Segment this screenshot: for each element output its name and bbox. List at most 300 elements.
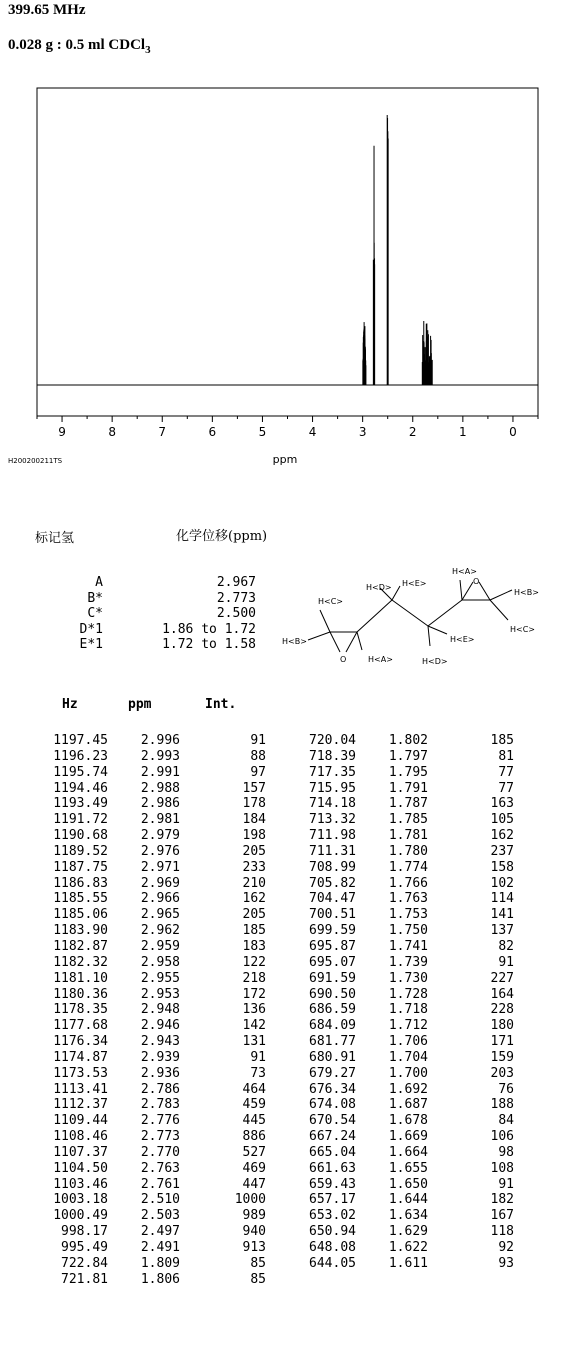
ppm-cell: 2.959: [140, 938, 180, 954]
hz-cell: 657.17: [309, 1192, 356, 1208]
int-cell: 228: [490, 1002, 514, 1018]
ppm-cell: 2.503: [140, 1208, 180, 1224]
h-label-d-bottom: H<D>: [422, 657, 448, 666]
peak-row: [40, 1177, 280, 1193]
peak-row: [40, 1145, 280, 1161]
hz-cell: 665.04: [309, 1144, 356, 1160]
int-cell: 227: [490, 970, 514, 986]
int-cell: 459: [242, 1097, 266, 1113]
peak-row: [40, 1113, 280, 1129]
peak-row: [288, 1161, 528, 1177]
peak-row: [288, 1097, 528, 1113]
ppm-cell: 1.655: [388, 1160, 428, 1176]
hz-cell: 1191.72: [53, 812, 108, 828]
h-label-d-top: H<D>: [366, 583, 392, 592]
h-label-b-left: H<B>: [282, 637, 307, 646]
hz-cell: 998.17: [61, 1224, 108, 1240]
int-cell: 91: [498, 954, 514, 970]
int-cell: 171: [490, 1034, 514, 1050]
int-cell: 886: [242, 1129, 266, 1145]
int-cell: 137: [490, 923, 514, 939]
peak-row: [40, 1129, 280, 1145]
ppm-cell: 1.739: [388, 954, 428, 970]
ppm-cell: 1.774: [388, 859, 428, 875]
int-cell: 469: [242, 1160, 266, 1176]
int-cell: 108: [490, 1160, 514, 1176]
int-cell: 447: [242, 1176, 266, 1192]
int-cell: 185: [490, 733, 514, 748]
ppm-cell: 1.750: [388, 923, 428, 939]
int-cell: 73: [250, 1065, 266, 1081]
hz-cell: 1112.37: [53, 1097, 108, 1113]
int-cell: 97: [250, 764, 266, 780]
ppm-cell: 2.773: [140, 1129, 180, 1145]
peak-row: [40, 844, 280, 860]
hz-cell: 695.07: [309, 954, 356, 970]
int-cell: 180: [490, 1018, 514, 1034]
peak-row: [288, 1145, 528, 1161]
int-cell: 136: [242, 1002, 266, 1018]
int-cell: 82: [498, 938, 514, 954]
ppm-cell: 1.795: [388, 764, 428, 780]
int-cell: 1000: [234, 1192, 266, 1208]
int-cell: 162: [490, 828, 514, 844]
peak-row: [288, 907, 528, 923]
h-label-e-right: H<E>: [450, 635, 475, 644]
int-cell: 85: [250, 1255, 266, 1271]
ppm-cell: 1.753: [388, 907, 428, 923]
assignment-shift: 2.773: [216, 590, 256, 606]
int-cell: 184: [242, 812, 266, 828]
x-tick-label: 7: [158, 425, 167, 439]
ppm-cell: 2.979: [140, 828, 180, 844]
int-cell: 182: [490, 1192, 514, 1208]
ppm-cell: 2.993: [140, 748, 180, 764]
peak-row: [288, 828, 528, 844]
peak-row: [40, 907, 280, 923]
peak-row: [288, 1129, 528, 1145]
peak-row: [40, 939, 280, 955]
int-cell: 85: [250, 1271, 266, 1287]
hz-cell: 1000.49: [53, 1208, 108, 1224]
peak-row: [288, 1177, 528, 1193]
assignment-shift: 2.500: [216, 606, 256, 621]
peak-row: [288, 1192, 528, 1208]
assignment-label: A: [95, 575, 103, 590]
peak-row: [40, 923, 280, 939]
int-cell: 77: [498, 764, 514, 780]
peak-row: [40, 1066, 280, 1082]
int-cell: 158: [490, 859, 514, 875]
assignment-row: [38, 575, 268, 591]
hz-cell: 1176.34: [53, 1034, 108, 1050]
frequency-label: 399.65 MHz: [8, 2, 86, 18]
int-header: Int.: [205, 697, 237, 712]
hz-cell: 1174.87: [53, 1049, 108, 1065]
peak-row: [40, 1161, 280, 1177]
ppm-cell: 2.770: [140, 1144, 180, 1160]
ppm-cell: 1.781: [388, 828, 428, 844]
h-label-a-left: H<A>: [368, 655, 393, 664]
sample-subscript: 3: [145, 44, 151, 56]
int-cell: 142: [242, 1018, 266, 1034]
int-cell: 445: [242, 1113, 266, 1129]
ppm-cell: 1.692: [388, 1081, 428, 1097]
peak-row: [288, 812, 528, 828]
peak-table-right: [288, 733, 528, 1272]
ppm-cell: 2.783: [140, 1097, 180, 1113]
peak-row: [40, 860, 280, 876]
int-cell: 162: [242, 891, 266, 907]
h-label-e-top: H<E>: [402, 579, 427, 588]
peak-row: [40, 1256, 280, 1272]
assignment-shift: 2.967: [216, 575, 256, 590]
hz-cell: 721.81: [61, 1271, 108, 1287]
spectrum-id: H200200211TS: [8, 457, 63, 465]
int-cell: 233: [242, 859, 266, 875]
int-cell: 114: [490, 891, 514, 907]
peak-row: [288, 796, 528, 812]
int-cell: 98: [498, 1144, 514, 1160]
assignment-label: B*: [87, 590, 103, 606]
ppm-cell: 2.763: [140, 1160, 180, 1176]
hz-cell: 1194.46: [53, 780, 108, 796]
int-cell: 464: [242, 1081, 266, 1097]
hz-cell: 1186.83: [53, 875, 108, 891]
peak-row: [288, 955, 528, 971]
assignment-table: [38, 575, 268, 653]
peak-row: [40, 765, 280, 781]
assignment-label: D*1: [79, 621, 103, 637]
hz-cell: 650.94: [309, 1224, 356, 1240]
hz-cell: 1109.44: [53, 1113, 108, 1129]
int-cell: 185: [242, 923, 266, 939]
nmr-spectrum: [0, 80, 570, 480]
int-cell: 105: [490, 812, 514, 828]
ppm-cell: 2.948: [140, 1002, 180, 1018]
ppm-cell: 1.664: [388, 1144, 428, 1160]
ppm-cell: 1.650: [388, 1176, 428, 1192]
assignment-shift: 1.86 to 1.72: [162, 621, 256, 637]
hz-cell: 1103.46: [53, 1176, 108, 1192]
x-tick-label: 6: [208, 425, 217, 439]
int-cell: 205: [242, 907, 266, 923]
hz-cell: 699.59: [309, 923, 356, 939]
int-cell: 157: [242, 780, 266, 796]
ppm-cell: 1.741: [388, 938, 428, 954]
int-cell: 203: [490, 1065, 514, 1081]
hz-cell: 722.84: [61, 1255, 108, 1271]
ppm-cell: 1.611: [388, 1255, 428, 1271]
hz-cell: 711.31: [309, 843, 356, 859]
ppm-cell: 1.728: [388, 986, 428, 1002]
int-cell: 163: [490, 796, 514, 812]
hz-cell: 713.32: [309, 812, 356, 828]
int-cell: 989: [242, 1208, 266, 1224]
hz-cell: 684.09: [309, 1018, 356, 1034]
assignment-label: E*1: [79, 637, 103, 652]
peak-row: [288, 876, 528, 892]
int-cell: 91: [498, 1176, 514, 1192]
hz-cell: 1185.06: [53, 907, 108, 923]
x-tick-label: 2: [408, 425, 417, 439]
ppm-cell: 2.776: [140, 1113, 180, 1129]
hz-cell: 1104.50: [53, 1160, 108, 1176]
ppm-cell: 1.718: [388, 1002, 428, 1018]
hz-header: Hz: [62, 697, 78, 712]
assignment-row: [38, 606, 268, 622]
peaks-group: [363, 115, 432, 385]
int-cell: 81: [498, 748, 514, 764]
hz-cell: 715.95: [309, 780, 356, 796]
x-tick-label: 1: [459, 425, 467, 439]
hz-cell: 717.35: [309, 764, 356, 780]
ppm-cell: 2.958: [140, 954, 180, 970]
peak-row: [288, 749, 528, 765]
hz-cell: 648.08: [309, 1240, 356, 1255]
peak-row: [40, 1208, 280, 1224]
ppm-cell: 2.510: [140, 1192, 180, 1208]
x-tick-label: 8: [108, 425, 116, 439]
assignment-row: [38, 637, 268, 653]
h-label-c-right: H<C>: [510, 625, 536, 634]
ppm-cell: 1.780: [388, 843, 428, 859]
ppm-cell: 2.988: [140, 780, 180, 796]
hz-cell: 653.02: [309, 1208, 356, 1224]
hz-cell: 995.49: [61, 1240, 108, 1255]
ppm-cell: 2.986: [140, 796, 180, 812]
ppm-cell: 2.981: [140, 812, 180, 828]
peak-row: [288, 1018, 528, 1034]
assignment-row: [38, 622, 268, 638]
peak-row: [288, 971, 528, 987]
hz-cell: 700.51: [309, 907, 356, 923]
ppm-cell: 1.700: [388, 1065, 428, 1081]
hz-cell: 690.50: [309, 986, 356, 1002]
peak-row: [288, 923, 528, 939]
ppm-cell: 1.791: [388, 780, 428, 796]
ppm-cell: 1.704: [388, 1049, 428, 1065]
ppm-cell: 1.629: [388, 1224, 428, 1240]
peak-row: [288, 733, 528, 749]
hz-cell: 644.05: [309, 1255, 356, 1271]
assignment-label-header: 标记氢: [35, 531, 75, 546]
int-cell: 210: [242, 875, 266, 891]
ppm-cell: 1.766: [388, 875, 428, 891]
peak-row: [40, 796, 280, 812]
int-cell: 77: [498, 780, 514, 796]
peak-row: [288, 781, 528, 797]
peak-row: [40, 891, 280, 907]
hz-cell: 720.04: [309, 733, 356, 748]
ppm-cell: 1.634: [388, 1208, 428, 1224]
int-cell: 93: [498, 1255, 514, 1271]
peak-row: [288, 844, 528, 860]
hz-cell: 667.24: [309, 1129, 356, 1145]
ppm-cell: 1.706: [388, 1034, 428, 1050]
ppm-cell: 1.802: [388, 733, 428, 748]
h-label-b-right: H<B>: [514, 588, 539, 597]
h-label-c-left: H<C>: [318, 597, 344, 606]
assignment-shift-header: 化学位移(ppm): [176, 529, 268, 544]
int-cell: 167: [490, 1208, 514, 1224]
peak-row: [288, 765, 528, 781]
peak-row: [40, 1034, 280, 1050]
peak-row: [40, 1097, 280, 1113]
x-tick-label: 4: [308, 425, 317, 439]
ppm-cell: 2.965: [140, 907, 180, 923]
ppm-cell: 1.785: [388, 812, 428, 828]
x-axis-ticks: [37, 416, 538, 439]
peak-row: [288, 987, 528, 1003]
ppm-cell: 1.687: [388, 1097, 428, 1113]
sample-text: 0.028 g : 0.5 ml CDCl: [8, 37, 146, 53]
peak-row: [288, 1256, 528, 1272]
int-cell: 92: [498, 1240, 514, 1255]
hz-cell: 1195.74: [53, 764, 108, 780]
int-cell: 178: [242, 796, 266, 812]
ppm-cell: 2.969: [140, 875, 180, 891]
int-cell: 183: [242, 938, 266, 954]
hz-cell: 680.91: [309, 1049, 356, 1065]
hz-cell: 718.39: [309, 748, 356, 764]
int-cell: 131: [242, 1034, 266, 1050]
hz-cell: 1183.90: [53, 923, 108, 939]
int-cell: 102: [490, 875, 514, 891]
peak-row: [40, 733, 280, 749]
hz-cell: 1003.18: [53, 1192, 108, 1208]
peak-row: [40, 971, 280, 987]
hz-cell: 1197.45: [53, 733, 108, 748]
ppm-cell: 1.806: [140, 1271, 180, 1287]
x-axis-label: ppm: [272, 453, 298, 466]
sample-label: [8, 37, 151, 56]
int-cell: 913: [242, 1240, 266, 1255]
peak-row: [40, 955, 280, 971]
ppm-cell: 2.955: [140, 970, 180, 986]
hz-cell: 674.08: [309, 1097, 356, 1113]
peak-row: [288, 860, 528, 876]
int-cell: 218: [242, 970, 266, 986]
x-tick-label: 3: [358, 425, 367, 439]
int-cell: 106: [490, 1129, 514, 1145]
peak-row: [40, 828, 280, 844]
ppm-cell: 2.939: [140, 1049, 180, 1065]
ppm-cell: 2.497: [140, 1224, 180, 1240]
hz-cell: 708.99: [309, 859, 356, 875]
oxygen-right: O: [473, 577, 480, 586]
int-cell: 91: [250, 733, 266, 748]
peak-row: [40, 876, 280, 892]
peak-row: [288, 891, 528, 907]
peak-row: [288, 1208, 528, 1224]
hz-cell: 676.34: [309, 1081, 356, 1097]
hz-cell: 704.47: [309, 891, 356, 907]
hz-cell: 691.59: [309, 970, 356, 986]
peak-row: [288, 1002, 528, 1018]
int-cell: 188: [490, 1097, 514, 1113]
int-cell: 118: [490, 1224, 514, 1240]
ppm-cell: 2.962: [140, 923, 180, 939]
ppm-cell: 2.976: [140, 843, 180, 859]
x-tick-label: 0: [509, 425, 517, 439]
peak-row: [288, 1050, 528, 1066]
ppm-cell: 2.971: [140, 859, 180, 875]
int-cell: 91: [250, 1049, 266, 1065]
peak-row: [40, 1018, 280, 1034]
x-tick-label: 5: [258, 425, 267, 439]
h-label-a-right: H<A>: [452, 567, 477, 576]
peak-row: [288, 1224, 528, 1240]
ppm-cell: 2.953: [140, 986, 180, 1002]
peak-row: [40, 1272, 280, 1288]
hz-cell: 1182.87: [53, 938, 108, 954]
int-cell: 141: [490, 907, 514, 923]
hz-cell: 1196.23: [53, 748, 108, 764]
oxygen-left: O: [340, 655, 347, 664]
x-tick-label: 9: [58, 425, 66, 439]
int-cell: 88: [250, 748, 266, 764]
hz-cell: 1190.68: [53, 828, 108, 844]
hz-cell: 1173.53: [53, 1065, 108, 1081]
hz-cell: 1187.75: [53, 859, 108, 875]
int-cell: 172: [242, 986, 266, 1002]
hz-cell: 1113.41: [53, 1081, 108, 1097]
hz-cell: 714.18: [309, 796, 356, 812]
int-cell: 940: [242, 1224, 266, 1240]
hz-cell: 686.59: [309, 1002, 356, 1018]
peak-row: [40, 1082, 280, 1098]
assignment-shift: 1.72 to 1.58: [162, 637, 256, 652]
hz-cell: 711.98: [309, 828, 356, 844]
hz-cell: 1189.52: [53, 843, 108, 859]
peak-row: [288, 1034, 528, 1050]
ppm-cell: 1.809: [140, 1255, 180, 1271]
int-cell: 159: [490, 1049, 514, 1065]
plot-frame: [37, 88, 538, 416]
int-cell: 122: [242, 954, 266, 970]
int-cell: 76: [498, 1081, 514, 1097]
hz-cell: 1108.46: [53, 1129, 108, 1145]
hz-cell: 705.82: [309, 875, 356, 891]
int-cell: 237: [490, 843, 514, 859]
assignment-label: C*: [87, 606, 103, 621]
hz-cell: 681.77: [309, 1034, 356, 1050]
ppm-cell: 1.712: [388, 1018, 428, 1034]
peak-row: [288, 1113, 528, 1129]
peak-row: [40, 781, 280, 797]
assignment-row: [38, 591, 268, 607]
hz-cell: 661.63: [309, 1160, 356, 1176]
peak-row: [40, 1240, 280, 1256]
ppm-cell: 1.678: [388, 1113, 428, 1129]
peak-row: [40, 812, 280, 828]
ppm-cell: 1.669: [388, 1129, 428, 1145]
molecule-structure: [280, 558, 565, 673]
peak-row: [40, 1192, 280, 1208]
ppm-cell: 1.763: [388, 891, 428, 907]
int-cell: 164: [490, 986, 514, 1002]
hz-cell: 679.27: [309, 1065, 356, 1081]
int-cell: 84: [498, 1113, 514, 1129]
ppm-cell: 2.946: [140, 1018, 180, 1034]
hz-cell: 1180.36: [53, 986, 108, 1002]
hz-cell: 1182.32: [53, 954, 108, 970]
ppm-cell: 2.761: [140, 1176, 180, 1192]
peak-row: [40, 1224, 280, 1240]
ppm-cell: 2.996: [140, 733, 180, 748]
peak-row: [288, 1066, 528, 1082]
